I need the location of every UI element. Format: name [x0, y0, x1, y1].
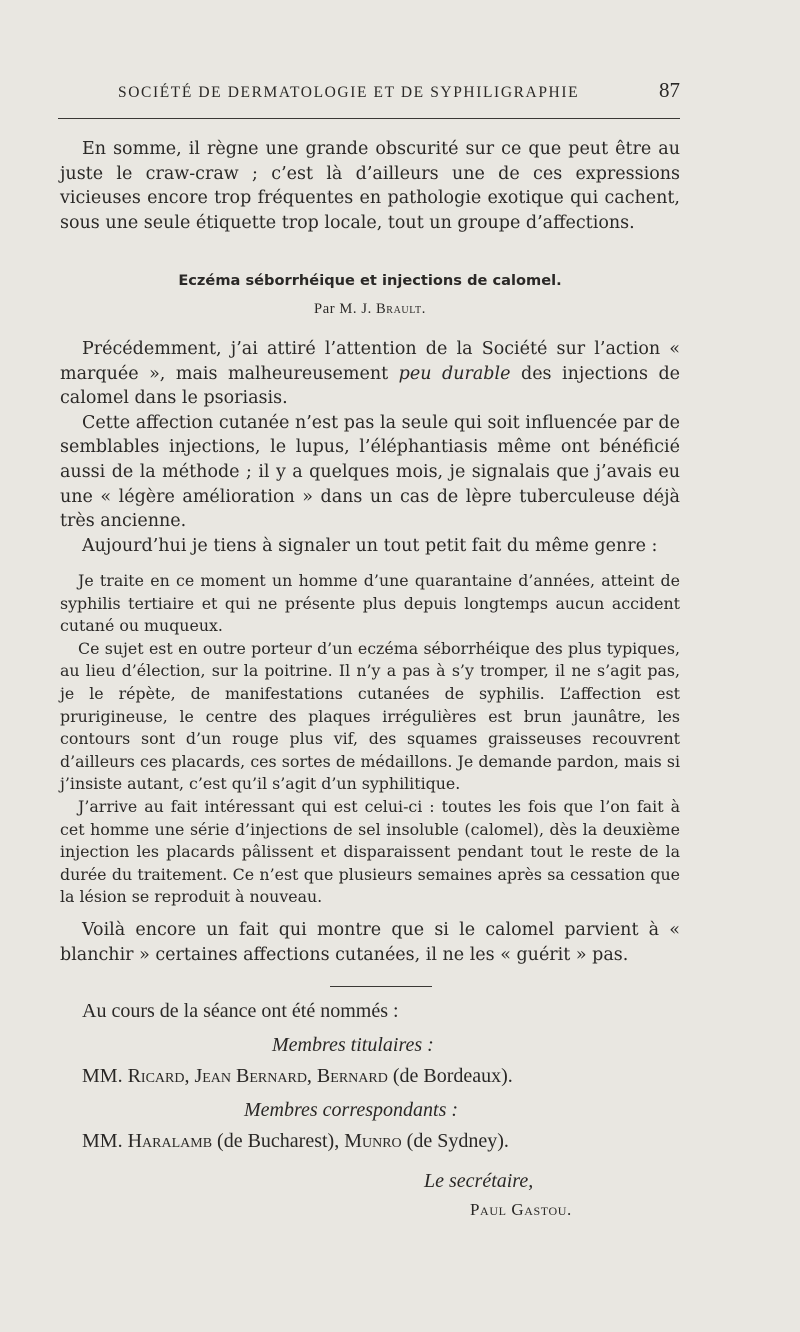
case-paragraph-3: J’arrive au fait intéressant qui est celui-ci : toutes les fois que l’on fait à cet homme une série d’injections de sel insoluble (calomel), dès la deuxième injection les placards pâlissent et disparaissent pendant tout le reste de la durée du traitement. Ce n’est que plusieurs semaines après sa cessation que la lésion se reproduit à nouveau. [60, 796, 680, 907]
running-title: SOCIÉTÉ DE DERMATOLOGIE ET DE SYPHILIGRAPHIE [118, 84, 580, 101]
header-rule [58, 118, 680, 119]
conclusion-block [60, 918, 680, 967]
page-number: 87 [659, 78, 680, 102]
paragraph-1-part-b: des injections de calomel dans le psoriasis. [60, 363, 681, 409]
titulaires-names: Ricard, Jean Bernard, Bernard [127, 1065, 388, 1087]
conclusion-paragraph: Voilà encore un fait qui montre que si le calomel parvient à « blanchir » certaines affections cutanées, il ne les « guérit » pas. [60, 920, 680, 965]
article-byline [60, 301, 680, 318]
correspondants-list [82, 1130, 509, 1153]
paragraph-2: Cette affection cutanée n’est pas la seule qui soit influencée par de semblables injections, le lupus, l’éléphantiasis même ont bénéficié aussi de la méthode ; il y a quelques mois, je signalais que j’avais eu une « légère amélioration » dans un cas de lèpre tuberculeuse déjà très ancienne. [60, 412, 680, 532]
correspondant-1-name: Haralamb [127, 1130, 213, 1152]
paragraph-3: Aujourd’hui je tiens à signaler un tout petit fait du même genre : [82, 535, 658, 556]
correspondant-2-name: Munro [344, 1130, 402, 1152]
intro-block [60, 137, 680, 235]
titulaires-list [82, 1065, 513, 1088]
correspondant-2-place: (de Sydney). [406, 1130, 509, 1152]
body-block [60, 337, 680, 558]
section-rule [330, 986, 432, 987]
titulaires-prefix: MM. [82, 1065, 123, 1087]
article-title: Eczéma séborrhéique et injections de calomel. [178, 272, 562, 289]
byline-author: Brault. [376, 301, 426, 317]
signature-name: Paul Gastou. [470, 1200, 572, 1219]
byline-prefix: Par M. J. [314, 301, 372, 317]
case-paragraph-1: Je traite en ce moment un homme d’une quarantaine d’années, atteint de syphilis tertiaire et qui ne présente plus depuis longtemps aucun accident cutané ou muqueux. [60, 571, 680, 636]
running-header [60, 78, 680, 103]
paragraph-1 [60, 337, 680, 411]
paragraph-1-part-a: Précédemment, j’ai attiré l’attention de la Société sur l’action « marquée », mais malheureusement [60, 339, 680, 384]
paragraph-1-emphasis: peu durable [398, 363, 511, 384]
titulaires-heading: Membres titulaires : [272, 1034, 434, 1056]
correspondant-1-place: (de Bucharest), [217, 1130, 340, 1152]
signature-role: Le secrétaire, [424, 1170, 534, 1192]
correspondants-prefix: MM. [82, 1130, 123, 1152]
case-block [60, 570, 680, 909]
intro-paragraph: En somme, il règne une grande obscurité sur ce que peut être au juste le craw-craw ; c’est là d’ailleurs une de ces expressions vicieuses encore trop fréquentes en pathologie exotique qui cachent, sous une seule étiquette trop locale, tout un groupe d’affections. [60, 139, 680, 233]
correspondants-heading: Membres correspondants : [244, 1099, 459, 1121]
titulaires-suffix: (de Bordeaux). [392, 1065, 513, 1087]
case-paragraph-2: Ce sujet est en outre porteur d’un eczéma séborrhéique des plus typiques, au lieu d’élection, sur la poitrine. Il n’y a pas à s’y tromper, il ne s’agit pas, je le répète, de manifestations cutanées de syphilis. L’affection est prurigineuse, le centre des plaques irrégulières est brun jaunâtre, les contours sont d’un rouge plus vif, des squames graisseuses recouvrent d’ailleurs ces placards, ces sortes de médaillons. Je demande pardon, mais si j’insiste autant, c’est qu’il s’agit d’un syphilitique. [60, 638, 680, 794]
nominations-intro: Au cours de la séance ont été nommés : [82, 1000, 399, 1022]
